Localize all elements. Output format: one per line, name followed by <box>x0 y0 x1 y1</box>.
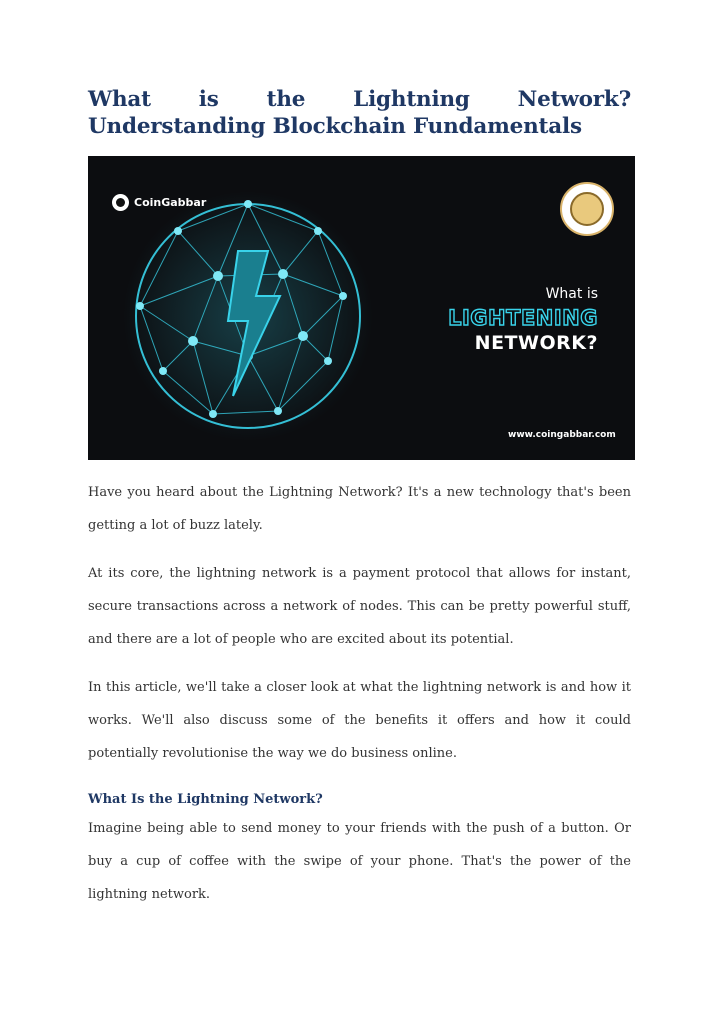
hero-url: www.coingabbar.com <box>508 430 616 440</box>
lion-logo-icon <box>112 194 129 211</box>
section-heading: What Is the Lightning Network? <box>88 792 323 807</box>
paragraph-1: Have you heard about the Lightning Network? It's a new technology that's been getting a lot of buzz lately. <box>88 485 631 533</box>
coingabbar-seal-logo <box>560 182 614 236</box>
hero-what-is: What is <box>545 286 598 302</box>
article-title: What is the Lightning Network? Understanding Blockchain Fundamentals <box>88 87 631 139</box>
hero-image <box>88 156 635 460</box>
hero-headline <box>398 286 598 356</box>
section-paragraph: Imagine being able to send money to your friends with the push of a button. Or buy a cup of coffee with the swipe of your phone. That's the power of the lightning network. <box>88 821 631 902</box>
coingabbar-logo: CoinGabbar <box>112 192 206 212</box>
paragraph-2: At its core, the lightning network is a payment protocol that allows for instant, secure transactions across a network of nodes. This can be pretty powerful stuff, and there are a lot of people who are excited about its potential. <box>88 566 631 647</box>
hero-lightening: LIGHTENING <box>448 306 598 330</box>
hero-network: NETWORK? <box>474 332 598 354</box>
paragraph-3: In this article, we'll take a closer look at what the lightning network is and how it works. We'll also discuss some of the benefits it offers and how it could potentially revolutionise the way we do business online. <box>88 680 631 761</box>
